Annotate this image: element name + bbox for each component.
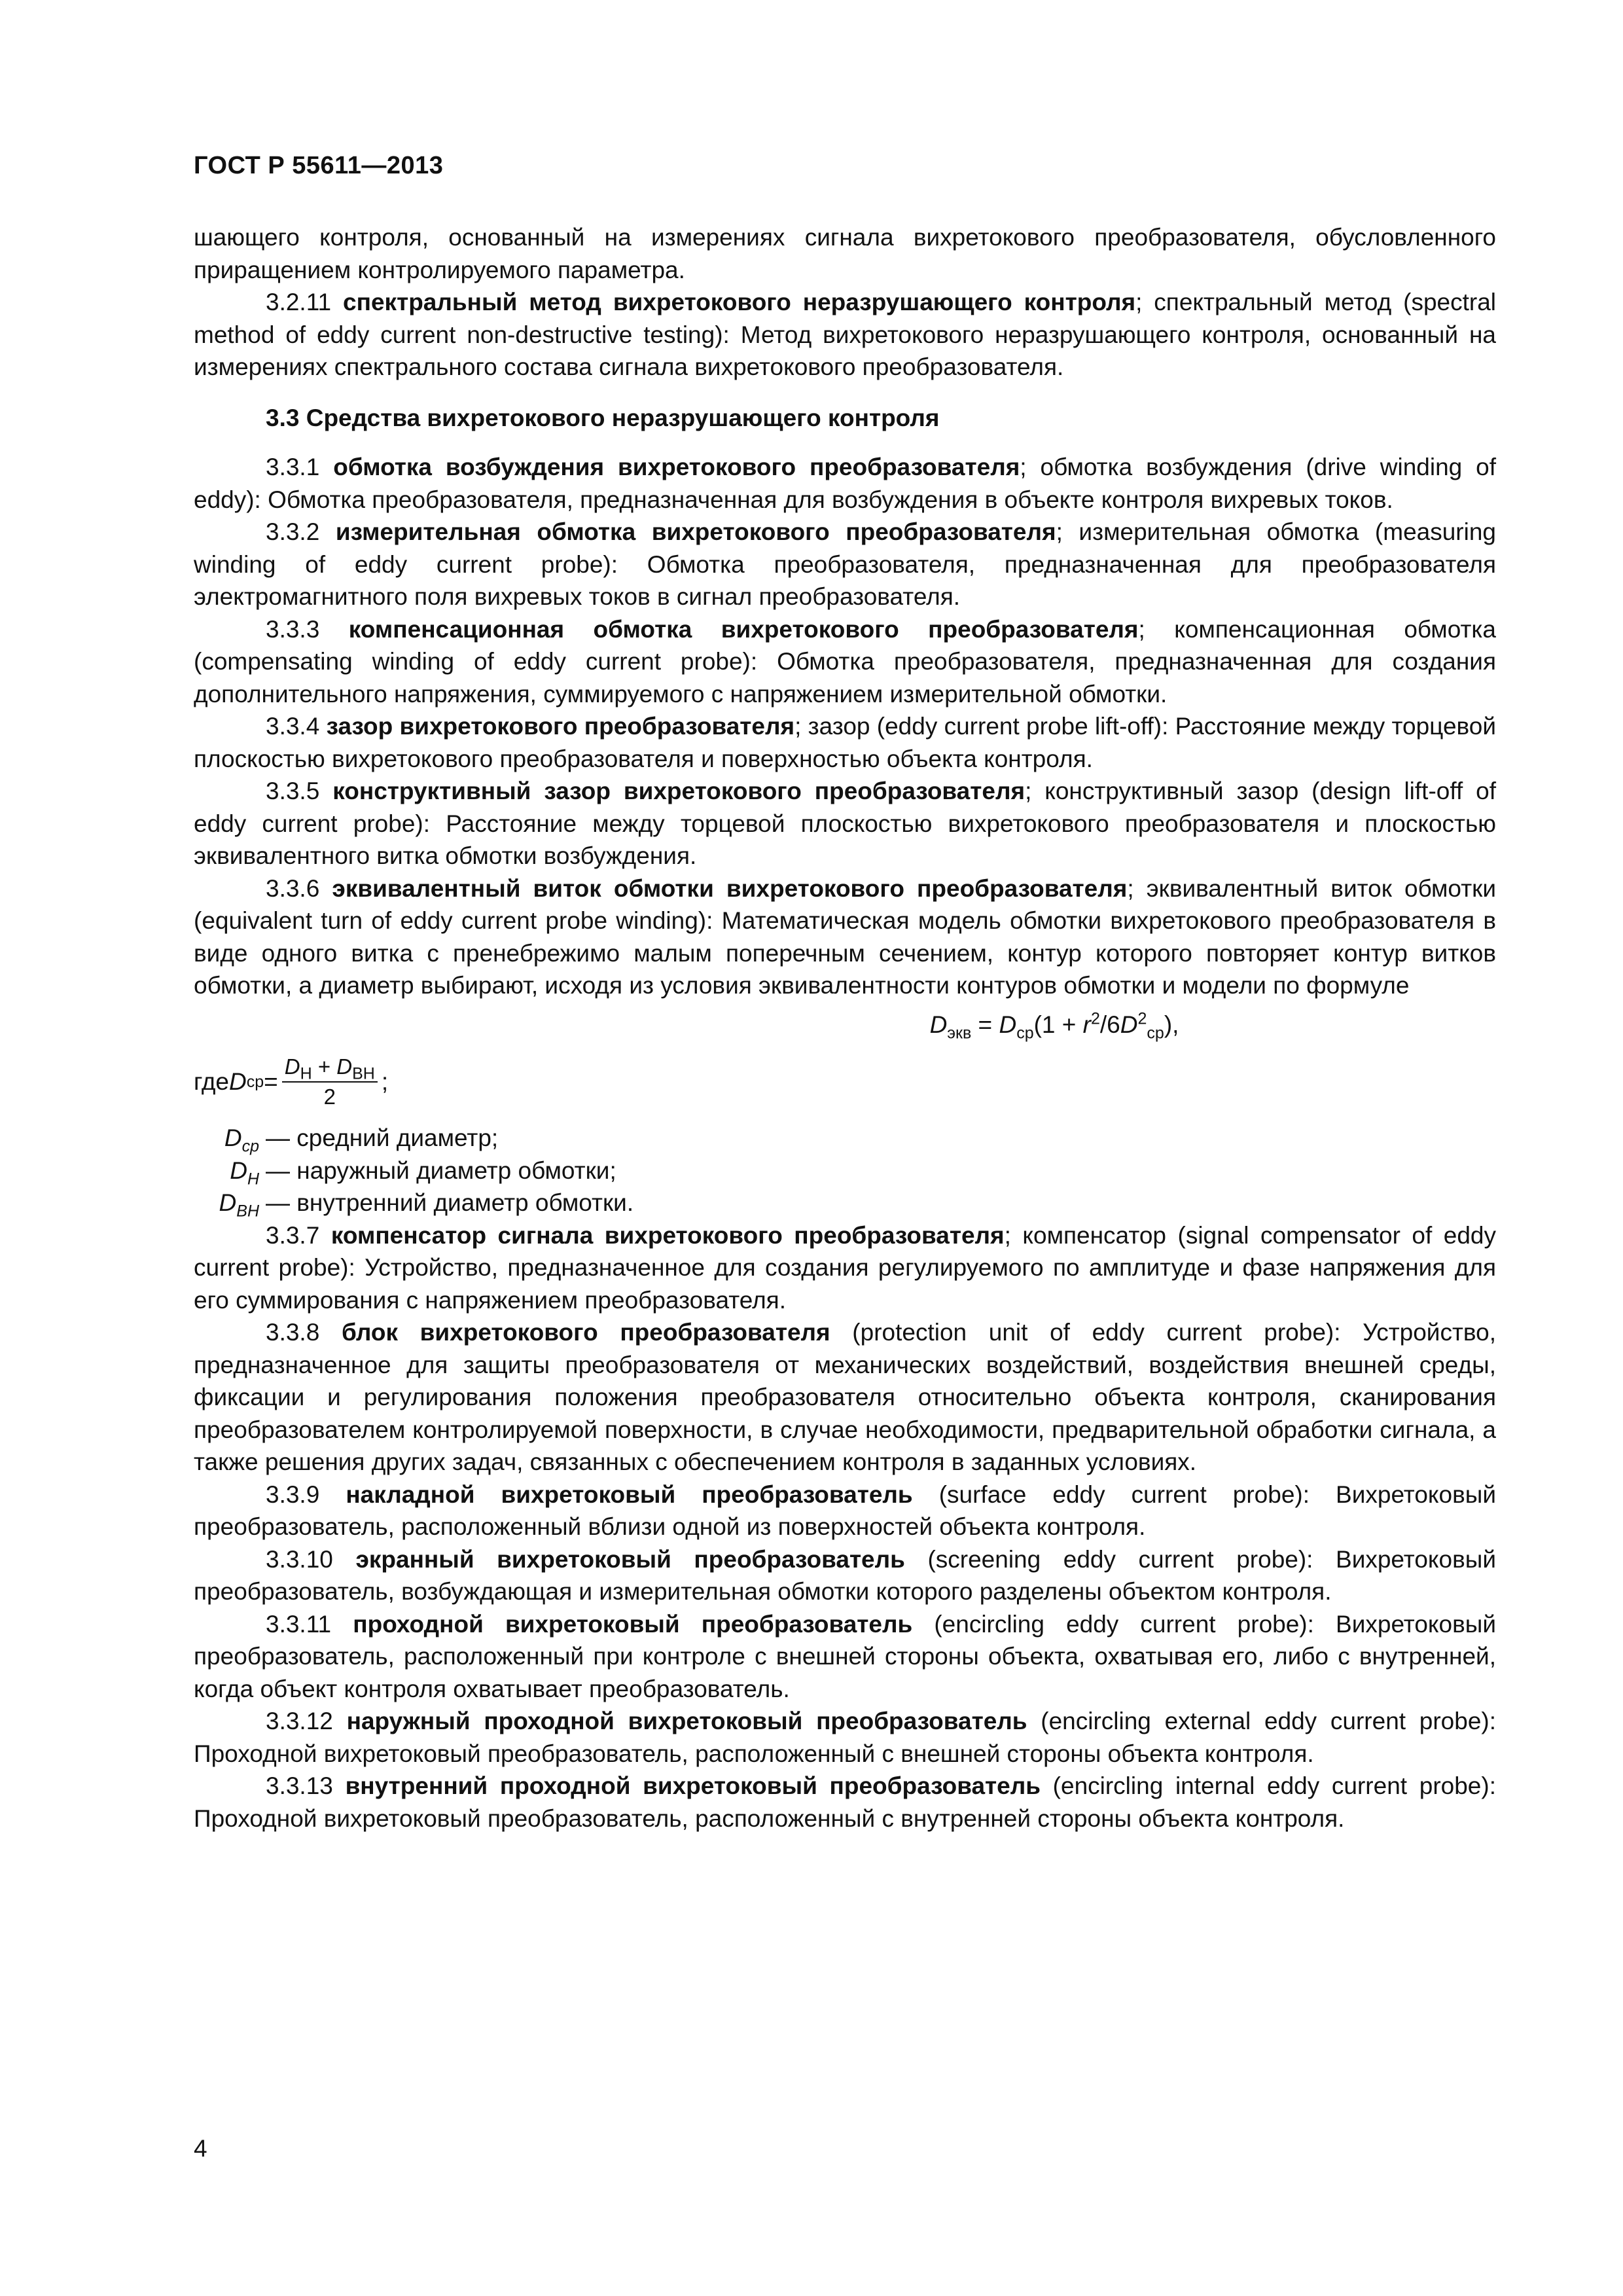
term-definition: ; компенсатор (signal compensator of eddy current probe): Устройство, предназначенное для создания регулируемого по амплитуде и фазе напряжения для его суммирования с напряжением преобразователя. <box>194 1221 1496 1314</box>
term-definition: (protection unit of eddy current probe): Устройство, предназначенное для защиты преобразователя от механических воздействий, воздействия внешней среды, фиксации и регулирования положения преобразователя относительно объекта контроля, сканирования преобразователем контролируемой поверхности, в случае необходимости, предварительной обработки сигнала, а также решения других задач, связанных с обеспечением контроля в заданных условиях. <box>194 1319 1497 1475</box>
term-title: накладной вихретоковый преобразователь <box>346 1480 913 1508</box>
term-number: 3.3.1 <box>266 454 320 480</box>
term-number: 3.3.5 <box>266 778 320 804</box>
term-3-3-13 <box>194 1770 1496 1835</box>
term-definition: ; измерительная обмотка (measuring winding of eddy current probe): Обмотка преобразователя, предназначенная для преобразователя электромагнитного поля вихревых токов в сигнал преобразователя. <box>194 518 1496 610</box>
term-3-3-3 <box>194 613 1496 711</box>
definition-row: $D_{ср}$ — средний диаметр; <box>224 1124 499 1156</box>
term-title: компенсационная обмотка вихретокового преобразователя <box>348 615 1139 643</box>
fraction <box>282 1054 378 1110</box>
term-3-3-12 <box>194 1705 1496 1770</box>
term-number: 3.3.13 <box>266 1772 333 1799</box>
term-3-3-2 <box>194 516 1496 613</box>
term-title: внутренний проходной вихретоковый преобразователь <box>345 1772 1041 1799</box>
term-number: 3.3.9 <box>266 1480 320 1508</box>
term-definition: (encircling external eddy current probe): Проходной вихретоковый преобразователь, расположенный с внешней стороны объекта контроля. <box>194 1708 1497 1767</box>
document-header: ГОСТ Р 55611—2013 <box>194 152 444 179</box>
term-definition: ; эквивалентный виток обмотки (equivalent turn of eddy current probe winding): Математическая модель обмотки вихретокового преобразователя в виде одного витка с пренебрежимо малым поперечным сечением, контур которого повторяет контур витков обмотки, а диаметр выбирают, исходя из условия эквивалентности контуров обмотки и модели по формуле <box>194 874 1496 999</box>
section-heading <box>266 402 1496 435</box>
term-definition: ; зазор (eddy current probe lift-off): Расстояние между торцевой плоскостью вихретокового преобразователя и поверхностью объекта контроля. <box>194 713 1497 772</box>
term-title: наружный проходной вихретоковый преобразователь <box>346 1708 1027 1734</box>
term-3-2-11 <box>194 286 1496 384</box>
term-title: конструктивный зазор вихретокового преобразователя <box>332 778 1026 804</box>
term-title: блок вихретокового преобразователя <box>341 1319 830 1346</box>
section-number: 3.3 <box>266 404 300 431</box>
term-number: 3.2.11 <box>266 289 332 315</box>
fraction-denominator: 2 <box>323 1085 336 1109</box>
term-number: 3.3.6 <box>266 874 320 902</box>
equivalent-diameter-formula: $D_{экв} = D_{ср}(1 + r^2/6D^2_{ср})$, <box>929 1009 1179 1042</box>
term-number: 3.3.11 <box>266 1610 332 1638</box>
term-title: проходной вихретоковый преобразователь <box>353 1610 913 1638</box>
term-3-3-1 <box>194 451 1496 516</box>
term-3-3-4 <box>194 710 1496 775</box>
term-title: измерительная обмотка вихретокового преобразователя <box>335 518 1056 545</box>
term-definition: (screening eddy current probe): Вихретоковый преобразователь, возбуждающая и измерительная обмотки которого разделены объектом контроля. <box>194 1545 1496 1605</box>
term-3-3-7 <box>194 1219 1496 1317</box>
term-number: 3.3.8 <box>266 1319 320 1346</box>
term-definition: ; компенсационная обмотка (compensating winding of eddy current probe): Обмотка преобразователя, предназначенная для создания дополнительного напряжения, суммируемого с напряжением измерительной обмотки. <box>194 615 1497 708</box>
term-title: экранный вихретоковый преобразователь <box>355 1545 905 1573</box>
term-3-3-9 <box>194 1479 1496 1543</box>
term-number: 3.3.10 <box>266 1545 333 1573</box>
term-title: зазор вихретокового преобразователя <box>326 713 795 740</box>
term-definition: (encircling eddy current probe): Вихретоковый преобразователь, расположенный при контроле с внешней стороны объекта, охватывая его, либо с внутренней, когда объект контроля охватывает преобразователь. <box>194 1610 1496 1702</box>
symbol-definitions <box>194 1122 1496 1219</box>
term-definition: ; конструктивный зазор (design lift-off of eddy current probe): Расстояние между торцевой плоскостью вихретокового преобразователя и плоскостью эквивалентного витка обмотки возбуждения. <box>194 778 1496 869</box>
term-number: 3.3.3 <box>266 615 320 643</box>
term-title: эквивалентный виток обмотки вихретокового преобразователя <box>332 874 1128 902</box>
term-number: 3.3.2 <box>266 518 320 545</box>
term-number: 3.3.4 <box>266 713 320 740</box>
term-3-3-11 <box>194 1608 1496 1706</box>
term-3-3-6 <box>194 872 1496 1002</box>
term-definition: (surface eddy current probe): Вихретоковый преобразователь, расположенный вблизи одной из поверхностей объекта контроля. <box>194 1480 1497 1540</box>
definition-row: $D_H$ — наружный диаметр обмотки; <box>230 1157 616 1188</box>
section-title: Средства вихретокового неразрушающего контроля <box>306 404 940 431</box>
definition-row: $D_{BH}$ — внутренний диаметр обмотки. <box>219 1189 634 1221</box>
fraction-numerator: $D_H + D_{BH}$ <box>282 1054 378 1083</box>
term-3-3-8 <box>194 1316 1496 1479</box>
term-number: 3.3.12 <box>266 1708 333 1734</box>
term-3-3-5 <box>194 775 1496 872</box>
term-definition: ; спектральный метод (spectral method of eddy current non-destructive testing): Метод вихретокового неразрушающего контроля, основанный на измерениях спектрального состава сигнала вихретокового преобразователя. <box>194 289 1497 380</box>
term-number: 3.3.7 <box>266 1221 320 1249</box>
term-definition: ; обмотка возбуждения (drive winding of eddy): Обмотка преобразователя, предназначенная для возбуждения в объекте контроля вихревых токов. <box>194 454 1497 513</box>
mean-diameter-formula: где D ср = $\frac{D_H + D_{BH}}{2}$ ; <box>194 1054 389 1109</box>
term-title: компенсатор сигнала вихретокового преобразователя <box>330 1221 1005 1249</box>
page-number: 4 <box>194 2135 207 2162</box>
paragraph-continuation: шающего контроля, основанный на измерениях сигнала вихретокового преобразователя, обусловленного приращением контролируемого параметра. <box>194 224 1496 283</box>
term-title: обмотка возбуждения вихретокового преобразователя <box>333 454 1020 480</box>
term-3-3-10 <box>194 1543 1496 1608</box>
document-body <box>194 221 1496 1835</box>
term-definition: (encircling internal eddy current probe): Проходной вихретоковый преобразователь, расположенный с внутренней стороны объекта контроля. <box>194 1772 1496 1832</box>
term-title: спектральный метод вихретокового неразрушающего контроля <box>343 289 1136 315</box>
